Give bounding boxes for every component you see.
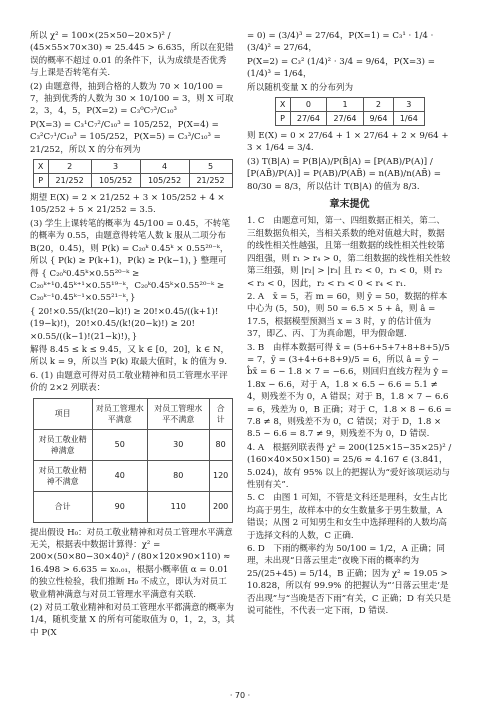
paragraph: (2) 对员工敬业精神和对员工管理水平都满意的概率为 1/4，随机变量 X 的所有可能取值为 0，1，2，3，其中 P(X	[30, 603, 235, 638]
paragraph: P(X=2) = C₃² (1/4)² · 3/4 = 9/64，P(X=3) = (1/4)³ = 1/64，	[247, 56, 435, 80]
distribution-table-x2	[275, 97, 425, 126]
section-title: 章末提优	[329, 199, 370, 211]
paragraph: 解得 8.45 ≤ k ≤ 9.45，又 k ∈ [0，20]，k ∈ N，所以 k = 9，所以当 P(k) 取最大值时，k 的值为 9.	[30, 344, 230, 368]
table-cell: 200	[209, 491, 232, 522]
answer-paragraph: 2. A x̄ = 5，若 m = 60，则 ȳ = 50，数据的样本中心为 (5，50)，则 50 = 6.5 × 5 + â，则 â = 17.5，根据模型预测当 x = 3 时，y 的估计值为 37，即乙、丙、丁为真命题，甲为假命题.	[247, 291, 448, 340]
table-row	[275, 112, 424, 126]
paragraph: 所以随机变量 X 的分布列为	[247, 82, 354, 93]
table-row	[33, 429, 232, 460]
paragraph: (2) 由题意得，抽到合格的人数为 70 × 10/100 = 7，抽到优秀的人数为 30 × 10/100 = 3，则 X 可取 2，3，4，5，P(X=2) = C₃⁰C₇³/C₁₀³	[30, 81, 234, 117]
paragraph: P(X=3) = C₃¹C₇²/C₁₀³ = 105/252，P(X=4) = C₃²C₇¹/C₁₀³ = 105/252，P(X=5) = C₃³/C₁₀³ = 21/252，所以 X 的分布列为	[30, 119, 221, 155]
answer-paragraph: 4. A 根据列联表得 χ² = 200(125×15−35×25)² / (160×40×50×150) = 25/6 ≈ 4.167 ∈ (3.841，5.024)，故有 95% 以上的把握认为“爱好该项运动与性别有关”.	[247, 442, 452, 490]
table-cell: 105/252	[140, 174, 189, 188]
table-cell: 对员工管理水平不满意	[147, 398, 209, 429]
table-cell: 21/252	[48, 174, 91, 188]
left-column	[30, 30, 235, 640]
table-cell: 80	[209, 429, 232, 460]
table-header-row	[275, 98, 424, 112]
table-cell: 90	[92, 491, 147, 522]
table-cell: 9/64	[363, 112, 393, 126]
table-cell: 项目	[33, 398, 92, 429]
table-cell: 合计	[209, 398, 232, 429]
table-cell: 110	[147, 491, 209, 522]
paragraph: 期望 E(X) = 2 × 21/252 + 3 × 105/252 + 4 × 105/252 + 5 × 21/252 = 3.5.	[30, 193, 225, 216]
page-number: · 70 ·	[229, 691, 251, 700]
paragraph: 提出假设 H₀：对员工敬业精神和对员工管理水平满意无关，根据表中数据计算得：χ² = 200×(50×80−30×40)² / (80×120×90×110) ≈ 16.498 > 6.635 = x₀.₀₁，根据小概率值 α = 0.01 的独立性检验，我们推断 H₀ 不成立，即认为对员工敬业精神满意与对员工管理水平满意有关联.	[30, 527, 233, 600]
table-cell: 对员工敬业精神满意	[33, 429, 92, 460]
table-row	[33, 491, 232, 522]
table-header-row	[33, 398, 232, 429]
answer-paragraph: 1. C 由题意可知，第一、四组数据正相关，第二、三组数据负相关，当相关系数的绝对值越大时，数据的线性相关性越强，且第一组数据的线性相关性较第四组强，则 r₁ > r₄ > 0，第二组数据的线性相关性较第三组强，则 |r₂| > |r₃| 且 r₂ < 0，r₃ < 0，则 r₂ < r₃ < 0，因此，r₂ < r₃ < 0 < r₄ < r₁.	[247, 216, 451, 289]
paragraph: { 20!×0.55/(k!(20−k)!) ≥ 20!×0.45/((k+1)!(19−k)!)，20!×0.45/(k!(20−k)!) ≥ 20!×0.55/((k−1)!(21−k)!)，}	[30, 306, 219, 342]
table-cell: 40	[92, 460, 147, 491]
distribution-table-x	[33, 159, 233, 188]
contingency-table	[33, 398, 233, 523]
paragraph: 则 E(X) = 0 × 27/64 + 1 × 27/64 + 2 × 9/64 + 3 × 1/64 = 3/4.	[247, 131, 449, 154]
table-cell: 50	[92, 429, 147, 460]
table-row	[33, 174, 232, 188]
table-cell: X	[275, 98, 290, 112]
table-cell: 2	[48, 160, 91, 174]
table-cell: 对员工管理水平满意	[92, 398, 147, 429]
table-header-row	[33, 160, 232, 174]
paragraph: 所以 χ² = 100×(25×50−20×5)² / (45×55×70×30) ≈ 25.445 > 6.635，所以在犯错误的概率不超过 0.01 的条件下，认为成绩是否优秀与上课是否转笔有关.	[30, 31, 234, 79]
right-column	[247, 30, 452, 618]
table-cell: 2	[363, 98, 393, 112]
table-cell: 3	[91, 160, 140, 174]
answer-paragraph: 6. D 下雨的概率约为 50/100 = 1/2，A 正确；同理，未出现“日落云里走”夜晚下雨的概率约为 25/(25+45) = 5/14，B 正确；因为 χ² ≈ 19.05 > 10.828，所以有 99.9% 的把握认为“‘日落云里走’是否出现”与“当晚是否下雨”有关，C 正确；D 有关只是说可能性，不代表一定下雨，D 错误.	[247, 544, 451, 617]
table-cell: 3	[394, 98, 424, 112]
table-cell: 105/252	[91, 174, 140, 188]
table-row	[33, 460, 232, 491]
paragraph: 6. (1) 由题意可得对员工敬业精神和员工管理水平评价的 2×2 列联表：	[30, 370, 228, 394]
table-cell: 30	[147, 429, 209, 460]
paragraph: = 0) = (3/4)³ = 27/64，P(X=1) = C₃¹ · 1/4 · (3/4)² = 27/64，	[247, 31, 434, 54]
table-cell: 4	[140, 160, 189, 174]
table-cell: 对员工敬业精神不满意	[33, 460, 92, 491]
table-cell: 1	[327, 98, 364, 112]
table-cell: P	[33, 174, 48, 188]
table-cell: 27/64	[327, 112, 364, 126]
paragraph: (3) 学生上课转笔的概率为 45/100 = 0.45，不转笔的概率为 0.55，由题意得转笔人数 k 服从二项分布 B(20，0.45)，则 P(k) = C₂₀ᵏ 0.45ᵏ × 0.55²⁰⁻ᵏ，所以 { P(k) ≥ P(k+1)，P(k) ≥ P(k−1)，} 整理可得 { C₂₀ᵏ0.45ᵏ×0.55²⁰⁻ᵏ ≥ C₂₀ᵏ⁺¹0.45ᵏ⁺¹×0.55¹⁹⁻ᵏ，C₂₀ᵏ0.45ᵏ×0.55²⁰⁻ᵏ ≥ C₂₀ᵏ⁻¹0.45ᵏ⁻¹×0.55²¹⁻ᵏ，}	[30, 218, 230, 304]
answer-paragraph: 3. B 由样本数据可得 x̄ = (5+6+5+7+8+8+5)/5 = 7，ȳ = (3+4+6+8+9)/5 = 6，所以 â = ȳ − b̂x̄ = 6 − 1.8 × 7 = −6.6，则回归直线方程为 ŷ = 1.8x − 6.6，对于 A，1.8 × 6.5 − 6.6 = 5.1 ≠ 4，则残差不为 0，A 错误；对于 B，1.8 × 7 − 6.6 = 6，残差为 0，B 正确；对于 C，1.8 × 8 − 6.6 = 7.8 ≠ 8，则残差不为 0，C 错误；对于 D，1.8 × 8.5 − 6.6 = 8.7 ≠ 9，则残差不为 0，D 错误.	[247, 342, 452, 440]
table-cell: X	[33, 160, 48, 174]
table-cell: 80	[147, 460, 209, 491]
table-cell: 27/64	[290, 112, 327, 126]
paragraph: (3) T(B|A) = P(B|A)/P(B̄|A) = [P(AB)/P(A)] / [P(AB̄)/P(A)] = P(AB)/P(AB̄) = n(AB)/n(AB̄) = 80/30 = 8/3，所以估计 T(B|A) 的值为 8/3.	[247, 156, 441, 192]
table-cell: P	[275, 112, 290, 126]
table-cell: 0	[290, 98, 327, 112]
answer-paragraph: 5. C 由图 1 可知，不管是文科还是理科，女生占比均高于男生，故样本中的女生数量多于男生数量，A 错误；从图 2 可知男生和女生中选择理科的人数均高于选择文科的人数，C 正确.	[247, 493, 448, 541]
table-cell: 120	[209, 460, 232, 491]
table-cell: 合计	[33, 491, 92, 522]
table-cell: 5	[189, 160, 232, 174]
table-cell: 1/64	[394, 112, 424, 126]
table-cell: 21/252	[189, 174, 232, 188]
